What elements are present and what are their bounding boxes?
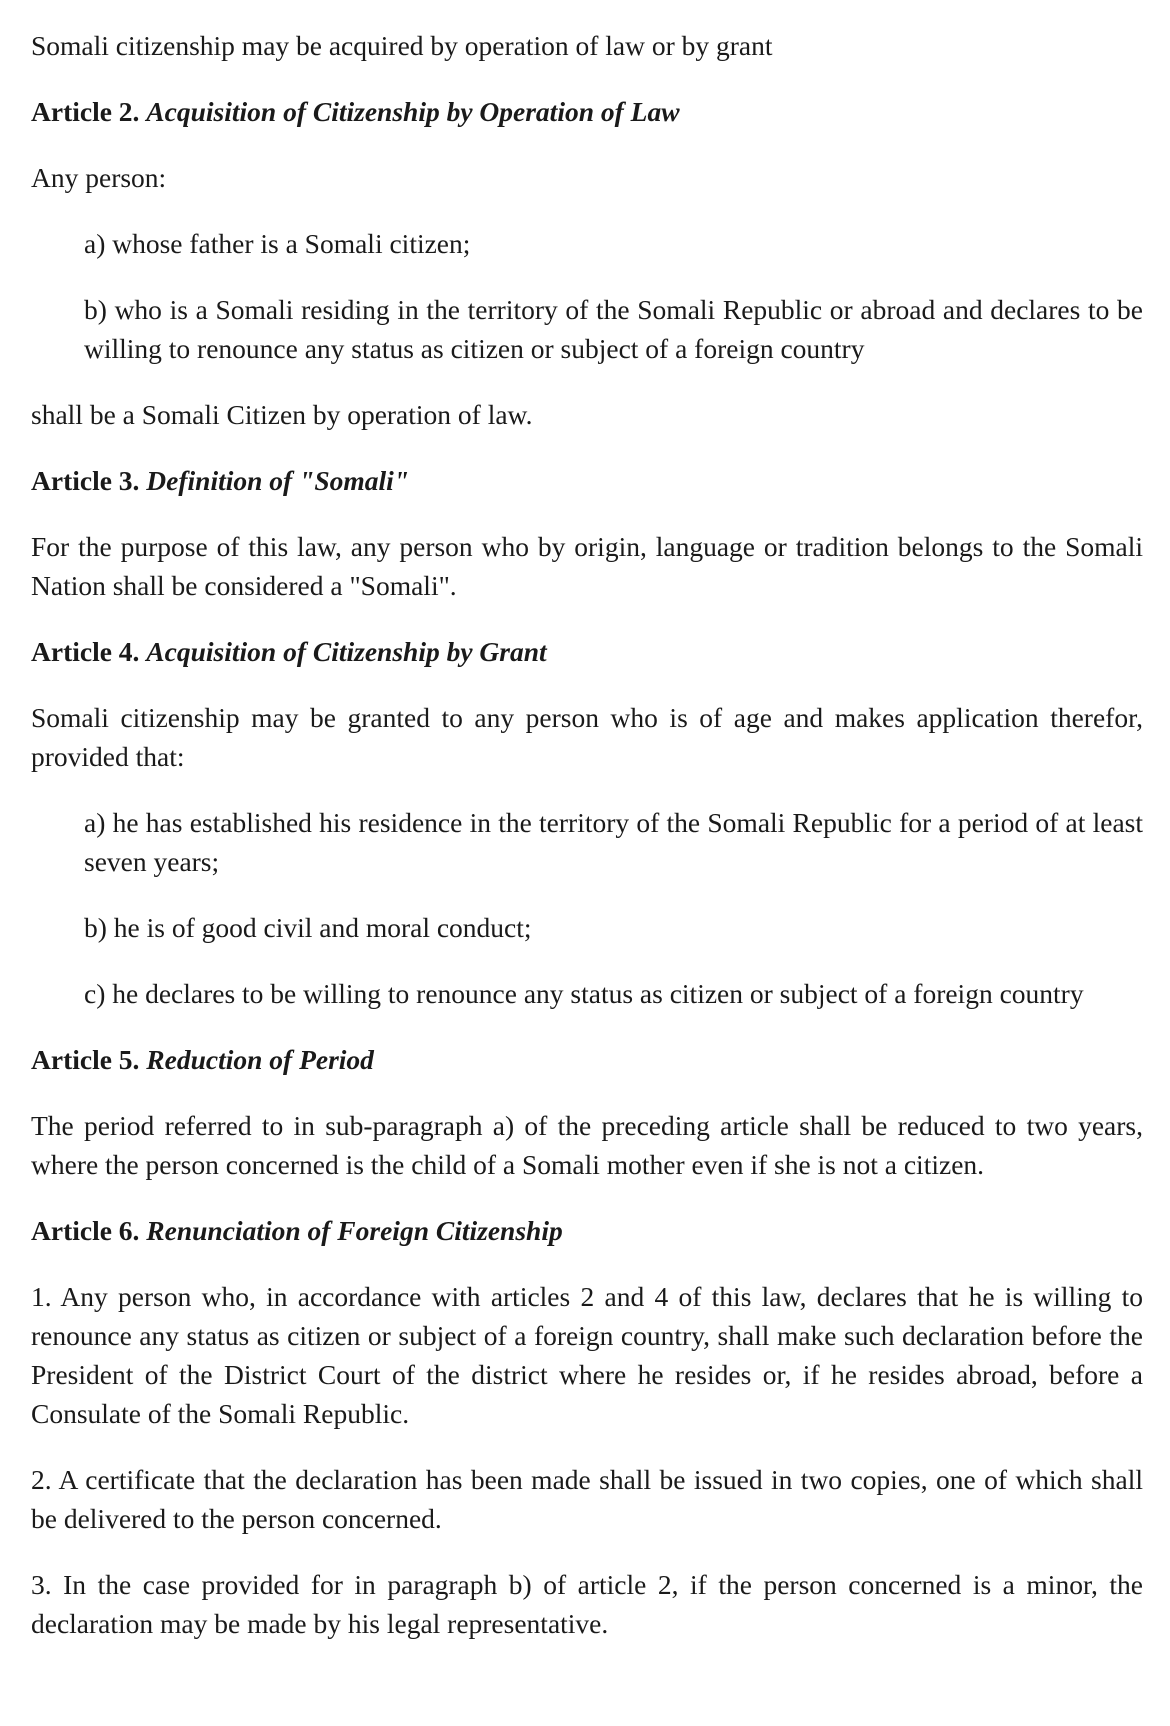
- article-title: Reduction of Period: [146, 1044, 374, 1075]
- article-4-lead: Somali citizenship may be granted to any person who is of age and makes application therefor, provided that:: [31, 702, 1143, 772]
- article-number: Article 6.: [31, 1215, 140, 1246]
- article-title: Acquisition of Citizenship by Grant: [146, 636, 547, 667]
- article-number: Article 5.: [31, 1044, 140, 1075]
- article-6-paragraph-1: 1. Any person who, in accordance with articles 2 and 4 of this law, declares that he is willing to renounce any status as citizen or subject of a foreign country, shall make such declaration before the President of the District Court of the district where he resides or, if he resides abroad, before a Consulate of the Somali Republic.: [31, 1281, 1143, 1429]
- article-number: Article 4.: [31, 636, 140, 667]
- article-2-heading: [31, 92, 1143, 131]
- article-5: [31, 1040, 1143, 1184]
- list-item: b) who is a Somali residing in the territory of the Somali Republic or abroad and declares to be willing to renounce any status as citizen or subject of a foreign country: [84, 294, 1143, 364]
- article-2: [31, 92, 1143, 434]
- intro-paragraph: Somali citizenship may be acquired by operation of law or by grant: [31, 30, 773, 61]
- article-title: Renunciation of Foreign Citizenship: [146, 1215, 563, 1246]
- article-6-paragraph-2: 2. A certificate that the declaration has been made shall be issued in two copies, one of which shall be delivered to the person concerned.: [31, 1464, 1143, 1534]
- article-6-paragraph-3: 3. In the case provided for in paragraph b) of article 2, if the person concerned is a minor, the declaration may be made by his legal representative.: [31, 1569, 1143, 1639]
- list-item: c) he declares to be willing to renounce any status as citizen or subject of a foreign country: [84, 978, 1084, 1009]
- document-body: [31, 26, 1143, 1643]
- article-5-heading: [31, 1040, 1143, 1079]
- article-title: Definition of "Somali": [146, 465, 410, 496]
- list-item: a) he has established his residence in the territory of the Somali Republic for a period of at least seven years;: [84, 807, 1143, 877]
- article-3-heading: [31, 461, 1143, 500]
- article-2-lead: Any person:: [31, 162, 167, 193]
- article-4: [31, 632, 1143, 1013]
- article-6-heading: [31, 1211, 1143, 1250]
- list-item: b) he is of good civil and moral conduct;: [84, 912, 532, 943]
- article-2-tail: shall be a Somali Citizen by operation of law.: [31, 399, 533, 430]
- article-3: [31, 461, 1143, 605]
- article-6: [31, 1211, 1143, 1643]
- article-3-body: For the purpose of this law, any person who by origin, language or tradition belongs to the Somali Nation shall be considered a "Somali".: [31, 531, 1143, 601]
- article-number: Article 2.: [31, 96, 140, 127]
- article-4-heading: [31, 632, 1143, 671]
- article-5-body: The period referred to in sub-paragraph a) of the preceding article shall be reduced to two years, where the person concerned is the child of a Somali mother even if she is not a citizen.: [31, 1110, 1143, 1180]
- article-number: Article 3.: [31, 465, 140, 496]
- article-title: Acquisition of Citizenship by Operation of Law: [146, 96, 680, 127]
- list-item: a) whose father is a Somali citizen;: [84, 228, 471, 259]
